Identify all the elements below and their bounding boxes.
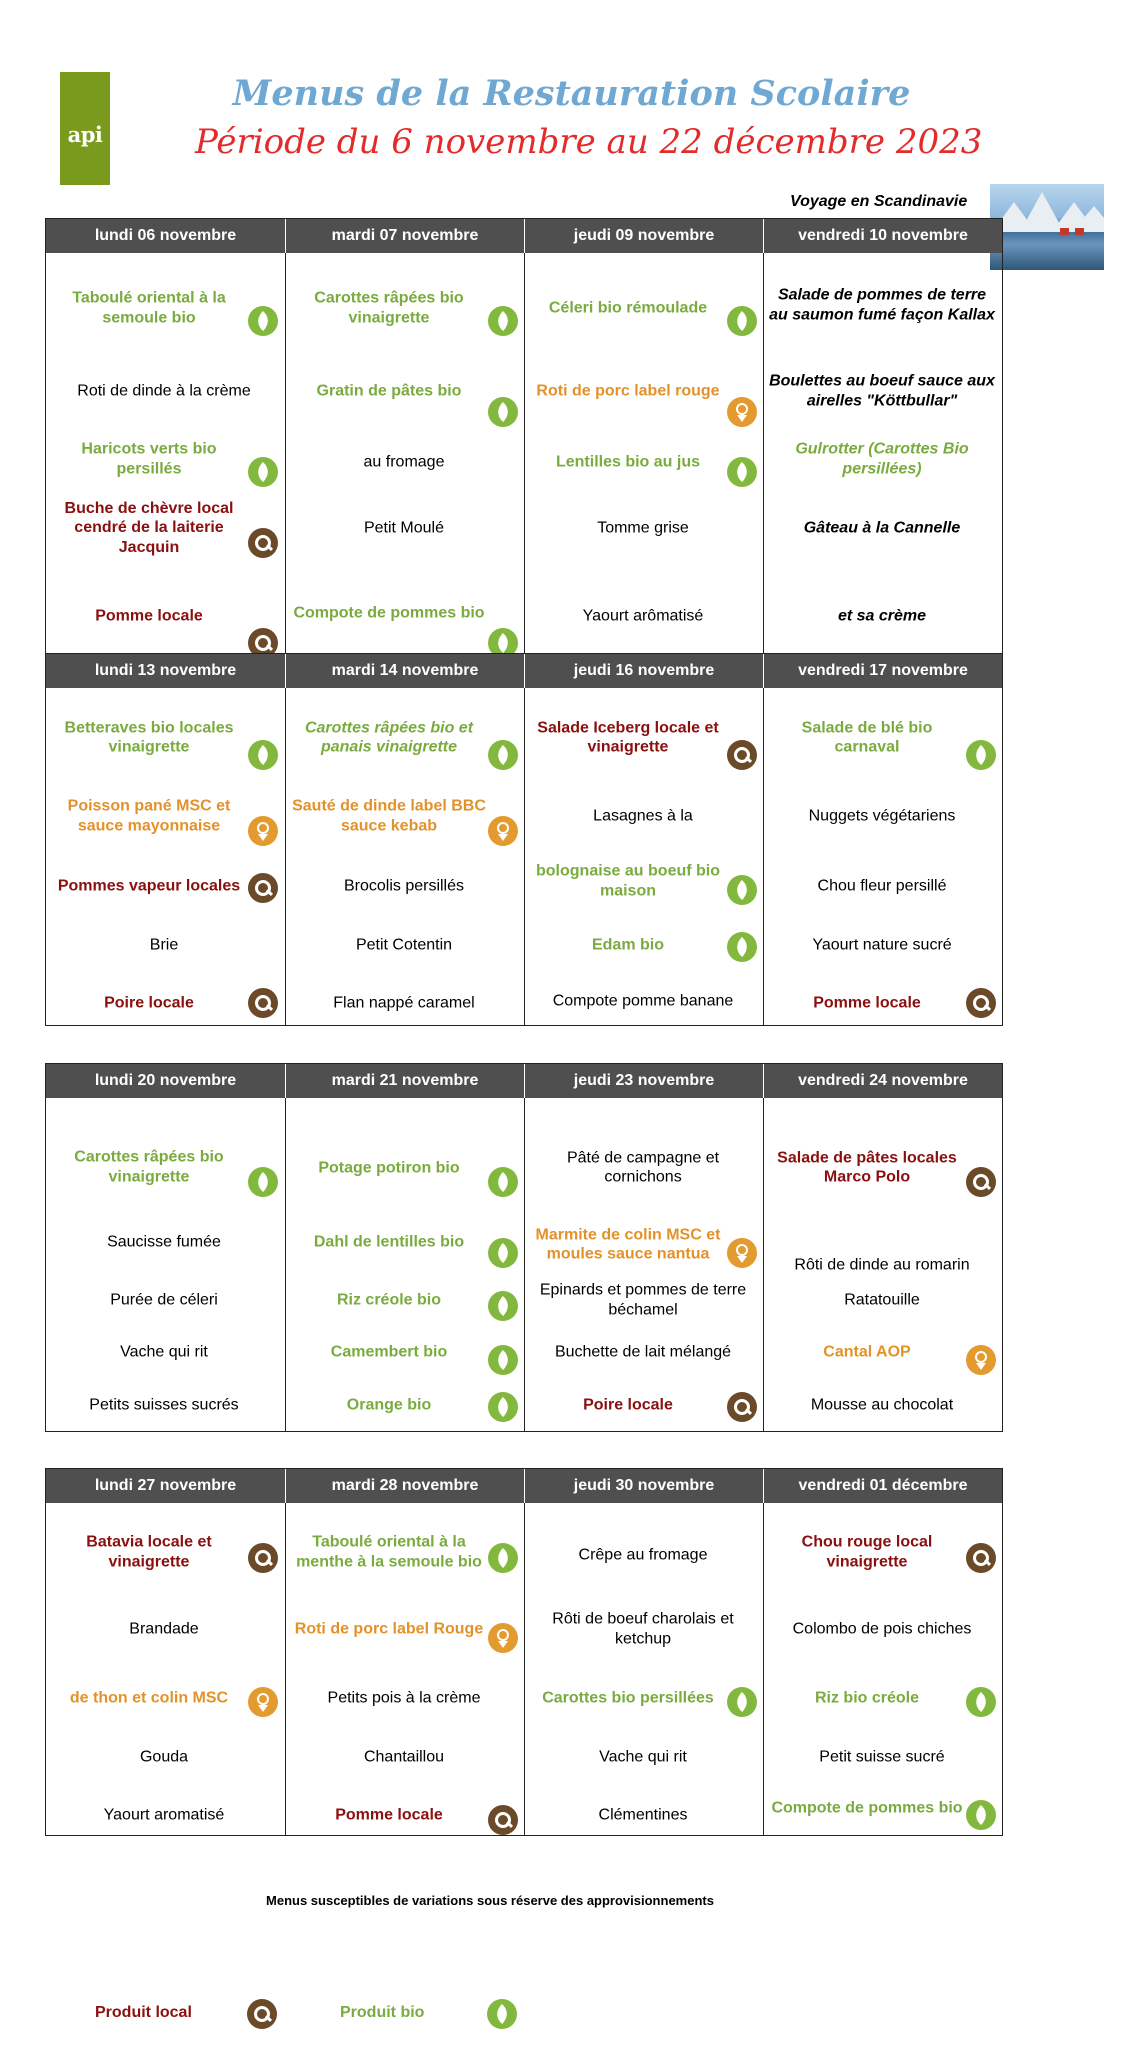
menu-dish: Pomme locale bbox=[335, 1806, 443, 1824]
menu-dish: Buchette de lait mélangé bbox=[554, 1343, 732, 1361]
menu-dish: Betteraves bio locales vinaigrette bbox=[64, 719, 234, 756]
menu-dish: Poire locale bbox=[104, 994, 194, 1012]
menu-dish: Salade Iceberg locale et vinaigrette bbox=[537, 719, 719, 756]
bio-product-icon bbox=[727, 457, 757, 487]
menu-dish: Brandade bbox=[129, 1620, 199, 1638]
menu-dish: Tomme grise bbox=[597, 518, 689, 536]
day-column bbox=[46, 1098, 285, 1431]
menu-dish: Clémentines bbox=[598, 1806, 688, 1824]
day-column bbox=[46, 1503, 285, 1835]
day-column bbox=[46, 253, 285, 654]
menu-dish: Salade de blé bio carnaval bbox=[801, 719, 933, 756]
day-column bbox=[285, 253, 524, 654]
menu-dish: Gâteau à la Cannelle bbox=[803, 518, 961, 536]
menu-dish: Petit Cotentin bbox=[355, 936, 453, 954]
menu-dish: Brie bbox=[149, 936, 179, 954]
menu-dish: Taboulé oriental à la menthe à la semoule bio bbox=[296, 1533, 482, 1571]
menu-dish: Haricots verts bio persillés bbox=[81, 440, 217, 478]
menu-dish: Brocolis persillés bbox=[343, 877, 465, 895]
week-header bbox=[46, 654, 1002, 688]
menu-dish: Buche de chèvre local cendré de la laiterie Jacquin bbox=[64, 499, 234, 556]
menu-dish: Rôti de boeuf charolais et ketchup bbox=[552, 1610, 734, 1648]
menu-dish: Mousse au chocolat bbox=[810, 1395, 954, 1413]
menu-dish: Colombo de pois chiches bbox=[792, 1620, 972, 1638]
bio-product-icon bbox=[966, 1687, 996, 1717]
day-column bbox=[763, 253, 1002, 654]
label-product-icon bbox=[966, 1345, 996, 1375]
menu-dish: Chantaillou bbox=[363, 1747, 445, 1765]
bio-product-icon bbox=[727, 306, 757, 336]
menu-dish: Epinards et pommes de terre béchamel bbox=[539, 1281, 747, 1319]
menu-dish: Petits suisses sucrés bbox=[89, 1395, 239, 1413]
menu-dish: Salade de pommes de terre au saumon fumé façon Kallax bbox=[769, 286, 995, 324]
local-product-icon bbox=[488, 1805, 518, 1835]
menu-dish: Sauté de dinde label BBC sauce kebab bbox=[292, 797, 486, 835]
day-header: lundi 06 novembre bbox=[94, 227, 237, 244]
local-product-icon bbox=[727, 740, 757, 770]
legend-local-label: Produit local bbox=[95, 2004, 192, 2021]
menu-dish: Gouda bbox=[139, 1747, 189, 1765]
menu-dish: Pomme locale bbox=[95, 607, 203, 625]
variation-note: Menus susceptibles de variations sous réserve des approvisionnements bbox=[266, 1893, 714, 1908]
day-column bbox=[524, 688, 763, 1025]
day-header: jeudi 30 novembre bbox=[524, 1469, 763, 1503]
day-header: vendredi 24 novembre bbox=[763, 1064, 1002, 1098]
menu-week bbox=[45, 653, 1003, 1026]
day-column bbox=[285, 1503, 524, 1835]
menu-dish: Riz créole bio bbox=[336, 1291, 442, 1309]
menu-dish: Compote de pommes bio bbox=[771, 1799, 963, 1817]
day-column bbox=[285, 688, 524, 1025]
bio-product-icon bbox=[488, 1392, 518, 1422]
page-title: Menus de la Restauration Scolaire bbox=[232, 73, 911, 114]
bio-product-icon bbox=[966, 740, 996, 770]
menu-dish: Pomme locale bbox=[813, 994, 921, 1012]
label-product-icon bbox=[727, 1238, 757, 1268]
local-product-icon bbox=[248, 1543, 278, 1573]
menu-dish: Poisson pané MSC et sauce mayonnaise bbox=[67, 797, 231, 835]
scandinavia-photo bbox=[990, 184, 1104, 270]
day-column bbox=[763, 1503, 1002, 1835]
bio-product-icon bbox=[488, 740, 518, 770]
day-header: vendredi 17 novembre bbox=[763, 654, 1002, 688]
local-product-icon bbox=[966, 1543, 996, 1573]
menu-dish: Saucisse fumée bbox=[107, 1233, 221, 1251]
menu-dish: Roti de porc label Rouge bbox=[294, 1620, 484, 1638]
day-header: lundi 27 novembre bbox=[94, 1477, 237, 1494]
day-header: mardi 07 novembre bbox=[285, 219, 524, 253]
menu-dish: Cantal AOP bbox=[823, 1343, 911, 1361]
day-header: lundi 20 novembre bbox=[94, 1072, 237, 1089]
bio-product-icon bbox=[727, 932, 757, 962]
menu-dish: Crêpe au fromage bbox=[578, 1546, 708, 1564]
bio-product-icon bbox=[248, 457, 278, 487]
menu-dish: Carottes râpées bio vinaigrette bbox=[314, 289, 464, 327]
menu-week bbox=[45, 1468, 1003, 1836]
local-product-icon bbox=[727, 1392, 757, 1422]
api-logo: api bbox=[60, 72, 110, 185]
local-product-icon bbox=[247, 1999, 277, 2029]
menu-dish: Yaourt nature sucré bbox=[812, 936, 952, 954]
menu-dish: Vache qui rit bbox=[599, 1747, 687, 1765]
period-subtitle: Période du 6 novembre au 22 décembre 2023 bbox=[195, 122, 983, 162]
menu-dish: Yaourt aromatisé bbox=[103, 1806, 225, 1824]
day-header: vendredi 10 novembre bbox=[763, 219, 1002, 253]
menu-week bbox=[45, 218, 1003, 655]
theme-label: Voyage en Scandinavie bbox=[790, 193, 968, 210]
day-column bbox=[524, 1503, 763, 1835]
bio-product-icon bbox=[488, 1543, 518, 1573]
menu-dish: Carottes bio persillées bbox=[542, 1689, 714, 1707]
local-product-icon bbox=[966, 1167, 996, 1197]
menu-dish: Purée de céleri bbox=[110, 1291, 218, 1309]
menu-dish: Roti de dinde à la crème bbox=[77, 382, 251, 400]
menu-dish: Taboulé oriental à la semoule bio bbox=[72, 289, 226, 327]
week-header bbox=[46, 1469, 1002, 1503]
menu-dish: Carottes râpées bio vinaigrette bbox=[74, 1148, 224, 1186]
bio-product-icon bbox=[727, 1687, 757, 1717]
bio-product-icon bbox=[488, 397, 518, 427]
label-product-icon bbox=[248, 816, 278, 846]
menu-dish: Petits pois à la crème bbox=[327, 1689, 481, 1707]
bio-product-icon bbox=[488, 1291, 518, 1321]
menu-dish: Marmite de colin MSC et moules sauce nantua bbox=[535, 1226, 721, 1263]
day-header: jeudi 09 novembre bbox=[524, 219, 763, 253]
menu-dish: Chou fleur persillé bbox=[817, 877, 947, 895]
menu-dish: Petit Moulé bbox=[363, 518, 445, 536]
label-product-icon bbox=[488, 1623, 518, 1653]
day-column bbox=[46, 688, 285, 1025]
menu-dish: au fromage bbox=[363, 452, 445, 470]
label-product-icon bbox=[488, 816, 518, 846]
menu-dish: Boulettes au boeuf sauce aux airelles "Köttbullar" bbox=[769, 372, 995, 410]
bio-product-icon bbox=[488, 1345, 518, 1375]
menu-dish: Céleri bio rémoulade bbox=[548, 299, 708, 317]
menu-dish: Petit suisse sucré bbox=[819, 1747, 945, 1765]
label-product-icon bbox=[248, 1687, 278, 1717]
menu-week bbox=[45, 1063, 1003, 1432]
bio-product-icon bbox=[727, 875, 757, 905]
menu-dish: Carottes râpées bio et panais vinaigrette bbox=[304, 719, 474, 756]
menu-dish: et sa crème bbox=[837, 607, 927, 625]
day-column bbox=[763, 688, 1002, 1025]
local-product-icon bbox=[248, 988, 278, 1018]
bio-product-icon bbox=[248, 306, 278, 336]
day-column bbox=[524, 1098, 763, 1431]
bio-product-icon bbox=[488, 1167, 518, 1197]
bio-product-icon bbox=[488, 1238, 518, 1268]
local-product-icon bbox=[248, 528, 278, 558]
menu-dish: Gratin de pâtes bio bbox=[316, 382, 462, 400]
day-column bbox=[524, 253, 763, 654]
menu-dish: Poire locale bbox=[583, 1395, 673, 1413]
day-header: mardi 14 novembre bbox=[285, 654, 524, 688]
menu-dish: Orange bio bbox=[346, 1395, 432, 1413]
day-header: vendredi 01 décembre bbox=[763, 1469, 1002, 1503]
menu-dish: Edam bio bbox=[591, 936, 664, 954]
week-header bbox=[46, 1064, 1002, 1098]
day-header: mardi 28 novembre bbox=[285, 1469, 524, 1503]
menu-dish: Flan nappé caramel bbox=[333, 994, 475, 1012]
local-product-icon bbox=[248, 873, 278, 903]
label-product-icon bbox=[727, 397, 757, 427]
menu-dish: Pâté de campagne et cornichons bbox=[566, 1149, 720, 1186]
legend-bio-label: Produit bio bbox=[340, 2004, 425, 2021]
menu-dish: Batavia locale et vinaigrette bbox=[86, 1533, 212, 1571]
bio-product-icon bbox=[248, 1167, 278, 1197]
menu-dish: Chou rouge local vinaigrette bbox=[801, 1533, 933, 1571]
menu-dish: Camembert bio bbox=[330, 1343, 448, 1361]
day-header: jeudi 23 novembre bbox=[524, 1064, 763, 1098]
menu-dish: Riz bio créole bbox=[814, 1689, 920, 1707]
menu-dish: bolognaise au boeuf bio maison bbox=[536, 862, 720, 900]
menu-dish: Salade de pâtes locales Marco Polo bbox=[777, 1149, 957, 1186]
menu-dish: Vache qui rit bbox=[120, 1343, 208, 1361]
bio-product-icon bbox=[966, 1800, 996, 1830]
menu-dish: Pommes vapeur locales bbox=[57, 877, 241, 895]
menu-dish: Gulrotter (Carottes Bio persillées) bbox=[795, 440, 969, 478]
day-column bbox=[285, 1098, 524, 1431]
menu-dish: Nuggets végétariens bbox=[808, 807, 956, 825]
menu-dish: Potage potiron bio bbox=[318, 1159, 460, 1177]
menu-dish: Ratatouille bbox=[844, 1291, 920, 1309]
menu-dish: Roti de porc label rouge bbox=[536, 382, 720, 400]
day-header: mardi 21 novembre bbox=[285, 1064, 524, 1098]
bio-product-icon bbox=[488, 306, 518, 336]
menu-dish: Yaourt arômatisé bbox=[582, 607, 704, 625]
local-product-icon bbox=[966, 988, 996, 1018]
menu-dish: Dahl de lentilles bio bbox=[313, 1233, 465, 1251]
menu-dish: Compote pomme banane bbox=[552, 992, 734, 1010]
day-column bbox=[763, 1098, 1002, 1431]
menu-dish: Rôti de dinde au romarin bbox=[794, 1255, 970, 1273]
menu-dish: Lasagnes à la bbox=[593, 807, 693, 825]
bio-product-icon bbox=[248, 740, 278, 770]
day-header: jeudi 16 novembre bbox=[524, 654, 763, 688]
menu-dish: Lentilles bio au jus bbox=[555, 452, 701, 470]
menu-dish: de thon et colin MSC bbox=[69, 1689, 229, 1707]
day-header: lundi 13 novembre bbox=[94, 662, 237, 679]
week-header bbox=[46, 219, 1002, 253]
menu-dish: Compote de pommes bio bbox=[293, 603, 485, 621]
bio-product-icon bbox=[487, 1999, 517, 2029]
